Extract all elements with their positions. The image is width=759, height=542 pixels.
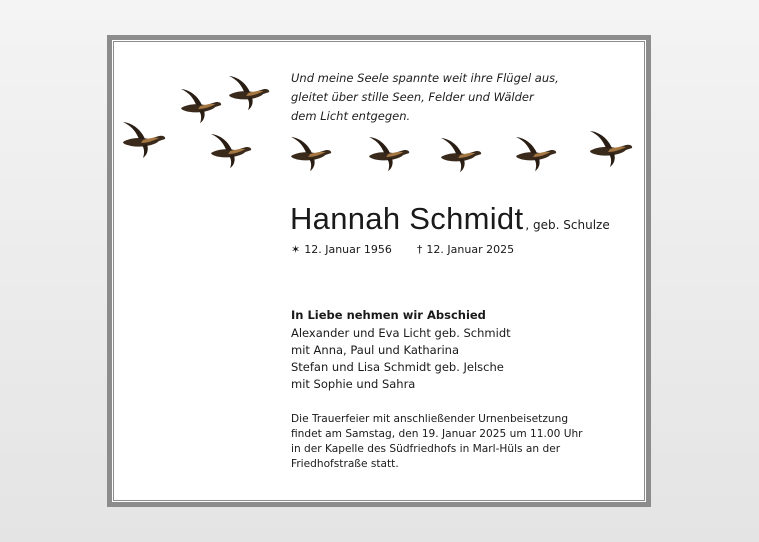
poem-line: Und meine Seele spannte weit ihre Flügel aus, bbox=[291, 71, 559, 85]
mourner-line: Alexander und Eva Licht geb. Schmidt bbox=[291, 326, 511, 340]
goose-3 bbox=[229, 76, 269, 110]
poem bbox=[291, 69, 611, 126]
goose-2 bbox=[181, 89, 221, 123]
service-line: Friedhofstraße statt. bbox=[291, 458, 399, 470]
maiden-name: , geb. Schulze bbox=[525, 218, 610, 232]
service-line: in der Kapelle des Südfriedhofs in Marl-Hüls an der bbox=[291, 443, 561, 455]
notice-frame bbox=[107, 35, 651, 507]
farewell-heading: In Liebe nehmen wir Abschied bbox=[291, 308, 486, 322]
service-info bbox=[291, 412, 611, 472]
death-date: 12. Januar 2025 bbox=[426, 243, 515, 256]
mourner-line: mit Anna, Paul und Katharina bbox=[291, 343, 459, 357]
poem-line: gleitet über stille Seen, Felder und Wälder bbox=[291, 90, 534, 104]
goose-5 bbox=[291, 137, 331, 171]
goose-4 bbox=[211, 134, 251, 168]
death-cross-icon: † bbox=[416, 243, 423, 256]
notice-content bbox=[107, 35, 651, 507]
service-line: findet am Samstag, den 19. Januar 2025 um 11.00 Uhr bbox=[291, 428, 583, 440]
deceased-name-row bbox=[290, 201, 610, 237]
service-line: Die Trauerfeier mit anschließender Urnenbeisetzung bbox=[291, 413, 569, 425]
mourner-line: mit Sophie und Sahra bbox=[291, 377, 416, 391]
goose-8 bbox=[516, 137, 556, 171]
poem-line: dem Licht entgegen. bbox=[291, 109, 411, 123]
birth-star-icon: ✶ bbox=[291, 243, 301, 256]
goose-6 bbox=[369, 137, 409, 171]
birth-date: 12. Januar 1956 bbox=[304, 243, 392, 256]
goose-1 bbox=[123, 122, 165, 158]
mourner-line: Stefan und Lisa Schmidt geb. Jelsche bbox=[291, 360, 504, 374]
farewell-block bbox=[291, 307, 611, 393]
life-dates bbox=[291, 243, 514, 256]
goose-9 bbox=[590, 131, 632, 167]
goose-7 bbox=[441, 138, 481, 172]
deceased-name: Hannah Schmidt bbox=[290, 201, 524, 236]
